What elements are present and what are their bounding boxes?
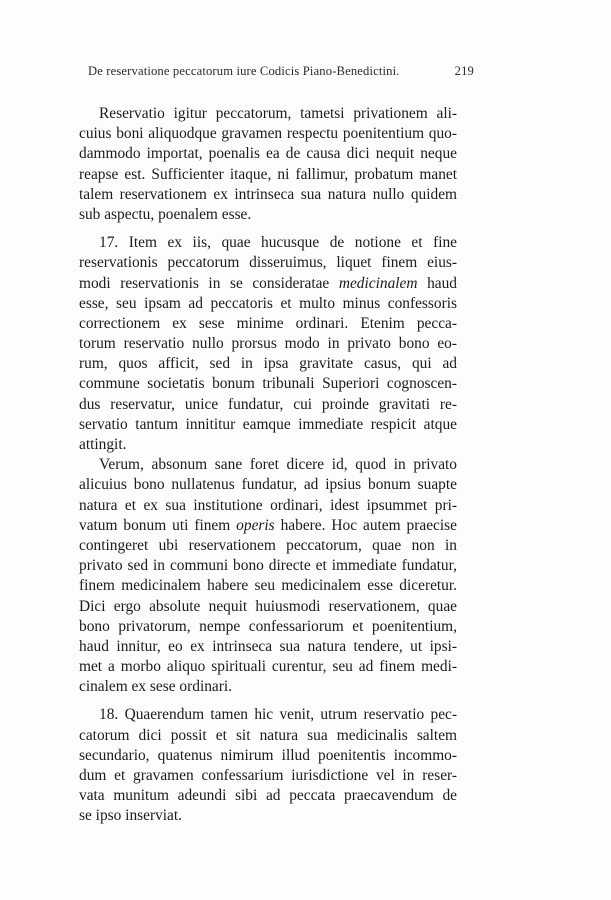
- text-run: habere. Hoc autem praecise: [280, 516, 457, 534]
- paragraph-number: 18.: [99, 706, 119, 724]
- text-line: contingeret ubi reservationem peccatorum, quae non in: [79, 536, 457, 554]
- text-line: dus reservatur, unice fundatur, cui proinde gravitati re-: [79, 395, 457, 413]
- text-line: [79, 274, 457, 294]
- text-line: finem medicinalem habere seu medicinalem esse diceretur.: [79, 577, 457, 595]
- paragraph-18: [79, 705, 457, 826]
- running-head: [88, 64, 474, 86]
- text-line: reservationis peccatorum disseruimus, liquet finem eius-: [79, 254, 457, 272]
- text-line: privato sed in communi bono directe et immediate fundatur,: [79, 557, 457, 575]
- text-line: [79, 705, 457, 725]
- text-line: rum, quos afficit, sed in ipsa gravitate casus, qui ad: [79, 355, 457, 373]
- text-line: natura et ex sua institutione ordinari, idest ipsummet pri-: [79, 496, 457, 514]
- text-line: dum et gravamen confessarium iurisdictione vel in reser-: [79, 767, 457, 784]
- text-line: esse, seu ipsam ad peccatoris et multo minus confessoris: [79, 294, 457, 312]
- text-line: vata munitum adeundi sibi ad peccata praecavendum de: [79, 787, 457, 805]
- text-run: haud: [427, 274, 457, 292]
- running-title: De reservatione peccatorum iure Codicis Piano-Benedictini.: [88, 64, 400, 78]
- paragraph: [79, 104, 457, 225]
- text-line: se ipso inserviat.: [79, 807, 183, 825]
- text-line: commune societatis bonum tribunali Superiori cognoscen-: [79, 375, 457, 393]
- text-line: catorum dici possit et sit natura sua medicinalis saltem: [79, 726, 457, 744]
- text-line: Dici ergo absolute nequit huiusmodi reservationem, quae: [79, 597, 457, 615]
- text-line: alicuius bono nullatenus fundatur, ad ipsius bonum suapte: [79, 476, 457, 494]
- text-line: Reservatio igitur peccatorum, tametsi privationem ali-: [99, 105, 457, 122]
- text-line: met a morbo aliquo spirituali curentur, seu ad finem medi-: [79, 658, 457, 676]
- page-number: 219: [454, 64, 474, 78]
- text-line: [79, 233, 457, 253]
- text-run: Quaerendum tamen hic venit, utrum reservatio pec-: [124, 706, 457, 724]
- text-line: torum reservatio nullo prorsus modo in privato bono eo-: [79, 335, 457, 353]
- text-line: sub aspectu, poenalem esse.: [79, 205, 252, 223]
- text-line: [79, 516, 457, 536]
- italic-term: operis: [236, 516, 275, 534]
- paragraph: [79, 455, 457, 697]
- text-line: talem reservationem ex intrinseca sua natura nullo quidem: [79, 185, 457, 203]
- text-line: bono privatorum, nempe confessariorum et poenitentium,: [79, 617, 457, 635]
- text-line: secundario, quatenus nimirum illud poenitentis incommo-: [79, 746, 457, 764]
- text-run: modi reservationis in se consideratae: [79, 274, 330, 292]
- text-line: Verum, absonum sane foret dicere id, quod in privato: [99, 456, 457, 474]
- text-run: Item ex iis, quae hucusque de notione et fine: [128, 234, 457, 252]
- text-line: reapse est. Sufficienter itaque, ni fallimur, probatum manet: [79, 165, 457, 183]
- text-line: attingit.: [79, 436, 127, 453]
- italic-term: medicinalem: [338, 274, 418, 292]
- text-line: cuius boni aliquodque gravamen respectu poenitentium quo-: [79, 125, 457, 143]
- text-line: haud innitur, eo ex intrinseca sua natura tendere, ut ipsi-: [79, 637, 457, 655]
- text-run: vatum bonum uti finem: [79, 516, 231, 534]
- text-line: servatio tantum innititur eamque immediate respicit atque: [79, 415, 457, 433]
- paragraph-17: [79, 233, 457, 455]
- text-line: correctionem ex sese minime ordinari. Etenim pecca-: [79, 314, 457, 332]
- text-line: cinalem ex sese ordinari.: [79, 678, 232, 696]
- paragraph-number: 17.: [99, 234, 119, 252]
- text-line: dammodo importat, poenalis ea de causa dici nequit neque: [79, 145, 457, 163]
- body-text: [79, 104, 457, 827]
